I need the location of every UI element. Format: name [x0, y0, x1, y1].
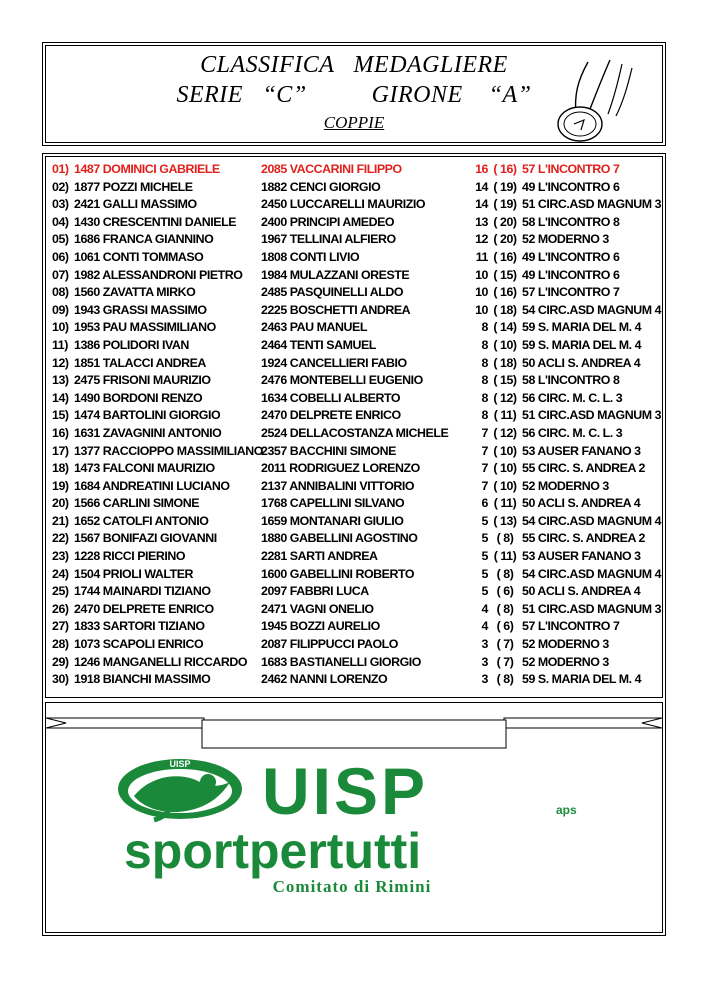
player2-cell: 2462 NANNI LORENZO — [261, 672, 388, 687]
rank-cell: 10) — [52, 320, 69, 335]
standings-row — [52, 231, 662, 249]
club-cell: 55 CIRC. S. ANDREA 2 — [522, 531, 645, 546]
matches-cell: ( 12) — [493, 425, 517, 440]
club-cell: 51 CIRC.ASD MAGNUM 3 — [522, 601, 662, 616]
rank-cell: 16) — [52, 425, 69, 440]
matches-cell: ( 7) — [496, 637, 514, 652]
points-cell: 10 — [475, 285, 488, 300]
standings-row — [52, 372, 662, 390]
points-cell: 10 — [475, 302, 488, 317]
club-cell: 59 S. MARIA DEL M. 4 — [522, 672, 642, 687]
standings-row — [52, 513, 662, 531]
player2-cell: 1967 TELLINAI ALFIERO — [261, 232, 396, 247]
player2-cell: 2470 DELPRETE ENRICO — [261, 408, 401, 423]
matches-cell: ( 8) — [496, 601, 514, 616]
player2-cell: 2137 ANNIBALINI VITTORIO — [261, 478, 415, 493]
matches-cell: ( 16) — [493, 285, 517, 300]
standings-row — [52, 214, 662, 232]
points-cell: 8 — [481, 355, 488, 370]
rank-cell: 13) — [52, 373, 69, 388]
club-cell: 49 L'INCONTRO 6 — [522, 179, 620, 194]
player2-cell: 2450 LUCCARELLI MAURIZIO — [261, 197, 426, 212]
club-cell: 52 MODERNO 3 — [522, 637, 609, 652]
points-cell: 8 — [481, 408, 488, 423]
points-cell: 7 — [481, 478, 488, 493]
points-cell: 7 — [481, 425, 488, 440]
player2-cell: 1683 BASTIANELLI GIORGIO — [261, 654, 421, 669]
emblem-text: UISP — [169, 759, 191, 769]
matches-cell: ( 16) — [493, 249, 517, 264]
standings-row — [52, 548, 662, 566]
points-cell: 11 — [475, 249, 488, 264]
matches-cell: ( 20) — [493, 232, 517, 247]
club-cell: 53 AUSER FANANO 3 — [522, 549, 641, 564]
standings-row — [52, 196, 662, 214]
header-subtitle: COPPIE — [323, 113, 385, 132]
player1-cell: 1833 SARTORI TIZIANO — [74, 619, 205, 634]
points-cell: 5 — [481, 566, 488, 581]
uisp-logo — [112, 752, 602, 902]
rank-cell: 03) — [52, 197, 69, 212]
player1-cell: 1490 BORDONI RENZO — [74, 390, 203, 405]
club-cell: 50 ACLI S. ANDREA 4 — [522, 355, 641, 370]
standings-row — [52, 161, 662, 179]
club-cell: 51 CIRC.ASD MAGNUM 3 — [522, 197, 662, 212]
matches-cell: ( 8) — [496, 531, 514, 546]
matches-cell: ( 11) — [493, 549, 517, 564]
club-cell: 49 L'INCONTRO 6 — [522, 267, 620, 282]
standings-row — [52, 302, 662, 320]
rank-cell: 06) — [52, 249, 69, 264]
club-cell: 57 L'INCONTRO 7 — [522, 285, 620, 300]
player1-cell: 1943 GRASSI MASSIMO — [74, 302, 207, 317]
player1-cell: 1228 RICCI PIERINO — [74, 549, 186, 564]
rank-cell: 24) — [52, 566, 69, 581]
standings-row — [52, 654, 662, 672]
rank-cell: 18) — [52, 461, 69, 476]
standings-row — [52, 425, 662, 443]
player2-cell: 2357 BACCHINI SIMONE — [261, 443, 396, 458]
player1-cell: 1504 PRIOLI WALTER — [74, 566, 194, 581]
committee-text: Comitato di Rimini — [272, 877, 432, 896]
rank-cell: 15) — [52, 408, 69, 423]
standings-row — [52, 566, 662, 584]
player1-cell: 2421 GALLI MASSIMO — [74, 197, 197, 212]
player1-cell: 1377 RACCIOPPO MASSIMILIANO — [74, 443, 263, 458]
player2-cell: 1634 COBELLI ALBERTO — [261, 390, 401, 405]
rank-cell: 14) — [52, 390, 69, 405]
standings-row — [52, 530, 662, 548]
matches-cell: ( 18) — [493, 302, 517, 317]
player1-cell: 1473 FALCONI MAURIZIO — [74, 461, 215, 476]
points-cell: 8 — [481, 373, 488, 388]
club-cell: 53 AUSER FANANO 3 — [522, 443, 641, 458]
matches-cell: ( 19) — [493, 197, 517, 212]
points-cell: 8 — [481, 390, 488, 405]
player1-cell: 1430 CRESCENTINI DANIELE — [74, 214, 237, 229]
points-cell: 5 — [481, 549, 488, 564]
rank-cell: 21) — [52, 513, 69, 528]
player1-cell: 1918 BIANCHI MASSIMO — [74, 672, 211, 687]
banner-ribbon — [42, 706, 666, 754]
rank-cell: 11) — [52, 337, 68, 352]
standings-row — [52, 601, 662, 619]
matches-cell: ( 16) — [493, 162, 517, 176]
club-cell: 50 ACLI S. ANDREA 4 — [522, 584, 641, 599]
header-title: CLASSIFICA MEDAGLIERE — [200, 52, 508, 78]
rank-cell: 04) — [52, 214, 69, 229]
player1-cell: 1246 MANGANELLI RICCARDO — [74, 654, 248, 669]
points-cell: 12 — [475, 232, 488, 247]
matches-cell: ( 12) — [493, 390, 517, 405]
points-cell: 16 — [475, 162, 488, 176]
player2-cell: 2476 MONTEBELLI EUGENIO — [261, 373, 423, 388]
matches-cell: ( 10) — [493, 443, 517, 458]
player2-cell: 2524 DELLACOSTANZA MICHELE — [261, 425, 449, 440]
player2-cell: 2225 BOSCHETTI ANDREA — [261, 302, 411, 317]
club-cell: 52 MODERNO 3 — [522, 654, 609, 669]
matches-cell: ( 7) — [496, 654, 514, 669]
player1-cell: 2475 FRISONI MAURIZIO — [74, 373, 211, 388]
points-cell: 4 — [481, 601, 488, 616]
player1-cell: 1877 POZZI MICHELE — [74, 179, 193, 194]
player2-cell: 2400 PRINCIPI AMEDEO — [261, 214, 395, 229]
points-cell: 14 — [475, 179, 488, 194]
points-cell: 8 — [481, 320, 488, 335]
matches-cell: ( 10) — [493, 337, 517, 352]
rank-cell: 30) — [52, 672, 69, 687]
rank-cell: 01) — [52, 162, 69, 176]
player1-cell: 1061 CONTI TOMMASO — [74, 249, 204, 264]
rank-cell: 02) — [52, 179, 69, 194]
club-cell: 54 CIRC.ASD MAGNUM 4 — [522, 566, 662, 581]
points-cell: 13 — [475, 214, 488, 229]
matches-cell: ( 8) — [496, 566, 514, 581]
player2-cell: 1600 GABELLINI ROBERTO — [261, 566, 415, 581]
standings-row — [52, 390, 662, 408]
rank-cell: 19) — [52, 478, 69, 493]
matches-cell: ( 10) — [493, 461, 517, 476]
player2-cell: 2085 VACCARINI FILIPPO — [261, 162, 402, 176]
slogan-text: sportpertutti — [124, 823, 422, 879]
matches-cell: ( 11) — [493, 496, 517, 511]
matches-cell: ( 10) — [493, 478, 517, 493]
player2-cell: 2011 RODRIGUEZ LORENZO — [261, 461, 420, 476]
player1-cell: 1684 ANDREATINI LUCIANO — [74, 478, 230, 493]
player1-cell: 1953 PAU MASSIMILIANO — [74, 320, 216, 335]
player1-cell: 1982 ALESSANDRONI PIETRO — [74, 267, 243, 282]
standings-row — [52, 671, 662, 689]
matches-cell: ( 8) — [496, 672, 514, 687]
matches-cell: ( 14) — [493, 320, 517, 335]
club-cell: 57 L'INCONTRO 7 — [522, 162, 620, 176]
player2-cell: 2087 FILIPPUCCI PAOLO — [261, 637, 398, 652]
points-cell: 3 — [481, 672, 488, 687]
club-cell: 49 L'INCONTRO 6 — [522, 249, 620, 264]
rank-cell: 23) — [52, 549, 69, 564]
club-cell: 57 L'INCONTRO 7 — [522, 619, 620, 634]
rank-cell: 22) — [52, 531, 69, 546]
points-cell: 6 — [481, 496, 488, 511]
player1-cell: 1566 CARLINI SIMONE — [74, 496, 200, 511]
rank-cell: 20) — [52, 496, 69, 511]
matches-cell: ( 15) — [493, 267, 517, 282]
rank-cell: 08) — [52, 285, 69, 300]
club-cell: 59 S. MARIA DEL M. 4 — [522, 320, 642, 335]
uisp-emblem-icon — [118, 759, 242, 820]
points-cell: 3 — [481, 637, 488, 652]
player2-cell: 1880 GABELLINI AGOSTINO — [261, 531, 418, 546]
matches-cell: ( 6) — [496, 619, 514, 634]
points-cell: 4 — [481, 619, 488, 634]
player2-cell: 1659 MONTANARI GIULIO — [261, 513, 404, 528]
player1-cell: 1560 ZAVATTA MIRKO — [74, 285, 196, 300]
header-series: SERIE “C” GIRONE “A” — [176, 82, 532, 108]
player1-cell: 1631 ZAVAGNINI ANTONIO — [74, 425, 222, 440]
rank-cell: 25) — [52, 584, 69, 599]
points-cell: 5 — [481, 531, 488, 546]
rank-cell: 07) — [52, 267, 69, 282]
player1-cell: 1652 CATOLFI ANTONIO — [74, 513, 209, 528]
rank-cell: 27) — [52, 619, 69, 634]
rank-cell: 05) — [52, 232, 69, 247]
player1-cell: 1851 TALACCI ANDREA — [74, 355, 206, 370]
player1-cell: 1744 MAINARDI TIZIANO — [74, 584, 211, 599]
standings-row — [52, 583, 662, 601]
player2-cell: 2464 TENTI SAMUEL — [261, 337, 376, 352]
player2-cell: 2471 VAGNI ONELIO — [261, 601, 374, 616]
club-cell: 58 L'INCONTRO 8 — [522, 214, 620, 229]
points-cell: 8 — [481, 337, 488, 352]
matches-cell: ( 6) — [496, 584, 514, 599]
player2-cell: 1882 CENCI GIORGIO — [261, 179, 381, 194]
player1-cell: 1567 BONIFAZI GIOVANNI — [74, 531, 217, 546]
player2-cell: 2281 SARTI ANDREA — [261, 549, 378, 564]
standings-row — [52, 636, 662, 654]
player1-cell: 1686 FRANCA GIANNINO — [74, 232, 214, 247]
player2-cell: 1924 CANCELLIERI FABIO — [261, 355, 407, 370]
rank-cell: 17) — [52, 443, 69, 458]
medal-icon — [548, 58, 646, 144]
club-cell: 56 CIRC. M. C. L. 3 — [522, 425, 623, 440]
rank-cell: 28) — [52, 637, 69, 652]
standings-row — [52, 284, 662, 302]
aps-text: aps — [556, 803, 577, 817]
player1-cell: 2470 DELPRETE ENRICO — [74, 601, 214, 616]
standings-row — [52, 443, 662, 461]
player1-cell: 1073 SCAPOLI ENRICO — [74, 637, 204, 652]
player2-cell: 2097 FABBRI LUCA — [261, 584, 369, 599]
rank-cell: 29) — [52, 654, 69, 669]
standings-row — [52, 618, 662, 636]
club-cell: 58 L'INCONTRO 8 — [522, 373, 620, 388]
player2-cell: 2485 PASQUINELLI ALDO — [261, 285, 404, 300]
club-cell: 56 CIRC. M. C. L. 3 — [522, 390, 623, 405]
standings-row — [52, 478, 662, 496]
points-cell: 5 — [481, 584, 488, 599]
club-cell: 52 MODERNO 3 — [522, 232, 609, 247]
points-cell: 10 — [475, 267, 488, 282]
club-cell: 50 ACLI S. ANDREA 4 — [522, 496, 641, 511]
standings-row — [52, 337, 662, 355]
standings-row — [52, 460, 662, 478]
matches-cell: ( 20) — [493, 214, 517, 229]
rank-cell: 12) — [52, 355, 69, 370]
matches-cell: ( 18) — [493, 355, 517, 370]
player2-cell: 2463 PAU MANUEL — [261, 320, 367, 335]
standings-row — [52, 249, 662, 267]
points-cell: 7 — [481, 443, 488, 458]
standings-row — [52, 267, 662, 285]
standings-row — [52, 179, 662, 197]
player2-cell: 1768 CAPELLINI SILVANO — [261, 496, 405, 511]
points-cell: 5 — [481, 513, 488, 528]
rank-cell: 09) — [52, 302, 69, 317]
club-cell: 55 CIRC. S. ANDREA 2 — [522, 461, 645, 476]
club-cell: 54 CIRC.ASD MAGNUM 4 — [522, 513, 662, 528]
matches-cell: ( 11) — [493, 408, 517, 423]
points-cell: 3 — [481, 654, 488, 669]
points-cell: 7 — [481, 461, 488, 476]
player1-cell: 1474 BARTOLINI GIORGIO — [74, 408, 221, 423]
club-cell: 52 MODERNO 3 — [522, 478, 609, 493]
standings-row — [52, 495, 662, 513]
player2-cell: 1808 CONTI LIVIO — [261, 249, 360, 264]
rank-cell: 26) — [52, 601, 69, 616]
standings-row — [52, 319, 662, 337]
club-cell: 54 CIRC.ASD MAGNUM 4 — [522, 302, 662, 317]
club-cell: 51 CIRC.ASD MAGNUM 3 — [522, 408, 662, 423]
player1-cell: 1487 DOMINICI GABRIELE — [74, 162, 220, 176]
brand-text: UISP — [262, 754, 429, 828]
standings-list — [52, 161, 662, 689]
standings-row — [52, 407, 662, 425]
player2-cell: 1984 MULAZZANI ORESTE — [261, 267, 410, 282]
standings-row — [52, 355, 662, 373]
player2-cell: 1945 BOZZI AURELIO — [261, 619, 380, 634]
club-cell: 59 S. MARIA DEL M. 4 — [522, 337, 642, 352]
points-cell: 14 — [475, 197, 488, 212]
player1-cell: 1386 POLIDORI IVAN — [74, 337, 189, 352]
matches-cell: ( 13) — [493, 513, 517, 528]
matches-cell: ( 15) — [493, 373, 517, 388]
matches-cell: ( 19) — [493, 179, 517, 194]
